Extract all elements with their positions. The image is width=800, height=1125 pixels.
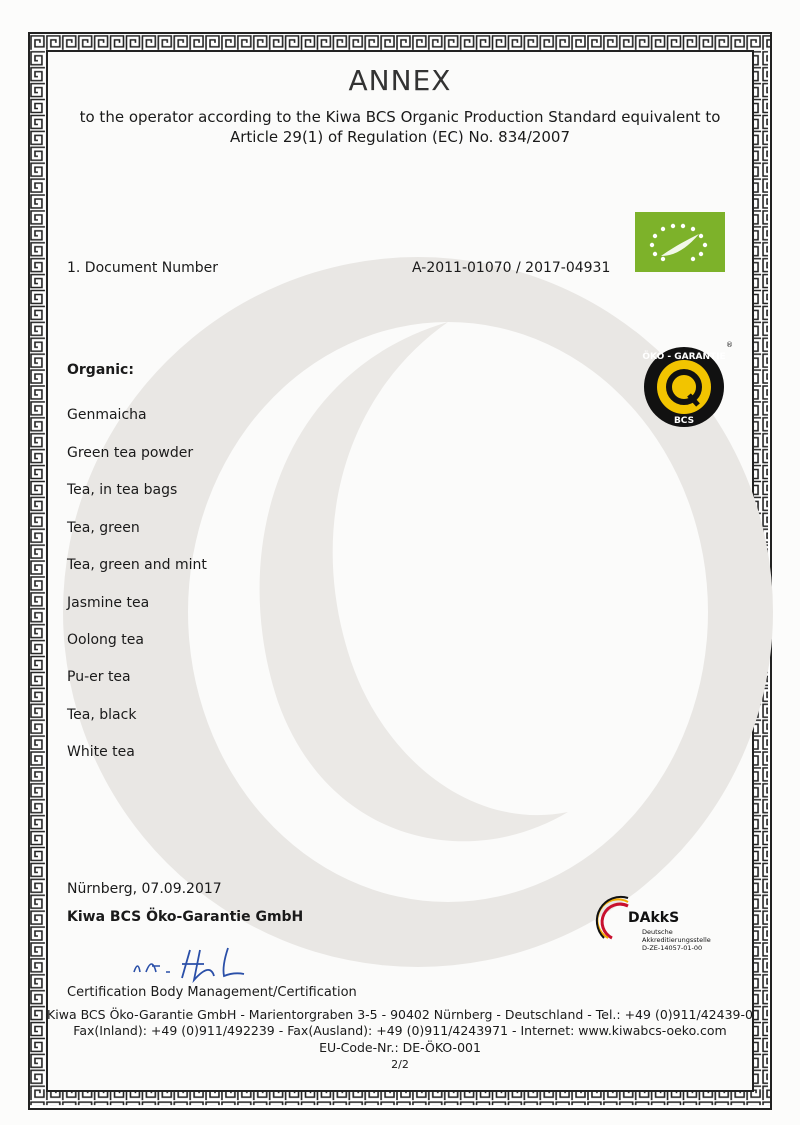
page-title: ANNEX <box>348 64 452 97</box>
product-item: Tea, green and mint <box>67 557 207 573</box>
eu-organic-logo <box>635 212 725 272</box>
product-item: White tea <box>67 744 135 760</box>
footer-eu-code: EU-Code-Nr.: DE-ÖKO-001 <box>319 1040 481 1055</box>
product-item: Tea, green <box>67 520 140 536</box>
oeko-garantie-text: ÖKO - GARANTIE <box>642 352 726 362</box>
dakks-logo <box>598 898 734 956</box>
registered-mark: ® <box>726 341 733 349</box>
document-number-label: 1. Document Number <box>67 260 219 276</box>
signature <box>130 942 250 984</box>
eu-leaf-icon <box>635 212 725 272</box>
product-item: Oolong tea <box>67 632 144 648</box>
product-item: Jasmine tea <box>67 595 150 611</box>
subtitle-line2: Article 29(1) of Regulation (EC) No. 834/2007 <box>229 128 571 146</box>
oeko-bcs-text: BCS <box>673 416 695 426</box>
dakks-name: DAkkS <box>628 910 680 926</box>
certification-role: Certification Body Management/Certification <box>67 985 357 1000</box>
footer-address: Kiwa BCS Öko-Garantie GmbH - Marientorgraben 3-5 - 90402 Nürnberg - Deutschland - Tel.: +49 (0)911/42439-0 <box>47 1007 753 1022</box>
company-name: Kiwa BCS Öko-Garantie GmbH <box>67 909 304 925</box>
dakks-line2: Akkreditierungsstelle <box>642 936 711 944</box>
product-item: Tea, black <box>67 707 137 723</box>
product-item: Tea, in tea bags <box>67 482 178 498</box>
product-item: Green tea powder <box>67 445 194 461</box>
oeko-garantie-logo <box>642 337 732 432</box>
dakks-line1: Deutsche <box>642 928 673 936</box>
subtitle-line1: to the operator according to the Kiwa BCS Organic Production Standard equivalent to <box>79 108 721 126</box>
place-date: Nürnberg, 07.09.2017 <box>67 881 222 897</box>
footer-contact: Fax(Inland): +49 (0)911/492239 - Fax(Ausland): +49 (0)911/4243971 - Internet: www.kiwabcs-oeko.com <box>73 1023 727 1038</box>
page-number: 2/2 <box>391 1058 409 1071</box>
organic-heading: Organic: <box>67 362 134 378</box>
dakks-line3: D-ZE-14057-01-00 <box>642 944 703 952</box>
product-item: Pu-er tea <box>67 669 131 685</box>
product-item: Genmaicha <box>67 407 147 423</box>
document-number-value: A-2011-01070 / 2017-04931 <box>412 260 611 276</box>
